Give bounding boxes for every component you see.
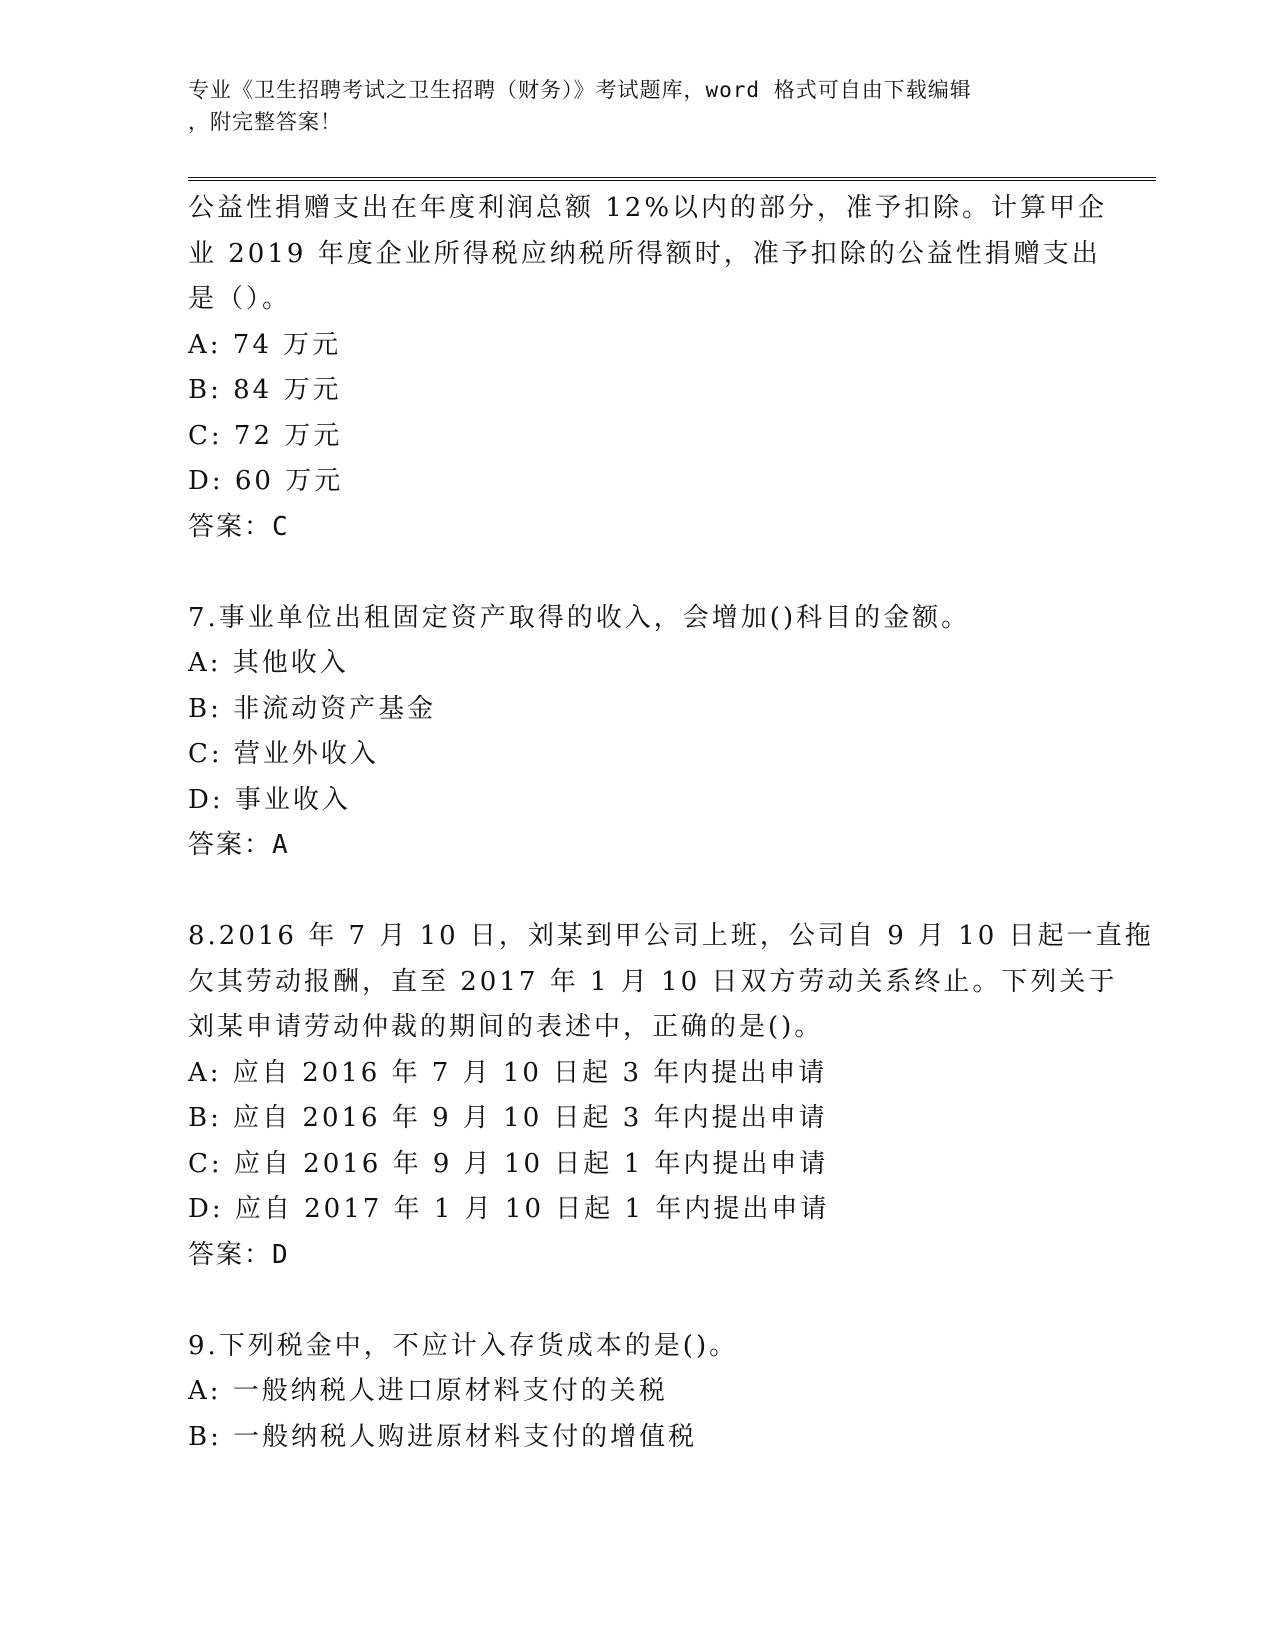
question-7 [188, 596, 1088, 869]
question-stem-line: 8.2016 年 7 月 10 日，刘某到甲公司上班，公司自 9 月 10 日起一直拖 [188, 921, 1154, 951]
spacer [188, 869, 1088, 915]
question-stem-line: 欠其劳动报酬，直至 2017 年 1 月 10 日双方劳动关系终止。下列关于 [188, 966, 1118, 997]
spacer [188, 1278, 1088, 1324]
question-stem-line: 是（）。 [188, 284, 292, 314]
answer-label: 答案：D [188, 1239, 290, 1270]
question-stem-line: 9.下列税金中，不应计入存货成本的是()。 [188, 1330, 739, 1361]
document-header [188, 74, 1088, 138]
header-line-1: 专业《卫生招聘考试之卫生招聘（财务）》考试题库，word 格式可自由下载编辑 [188, 78, 972, 102]
question-6 [188, 186, 1108, 550]
option-d: D: 60 万元 [188, 466, 344, 496]
answer-label: 答案：C [188, 511, 290, 542]
option-a: A: 74 万元 [188, 329, 342, 360]
question-stem-line: 业 2019 年度企业所得税应纳税所得额时，准予扣除的公益性捐赠支出 [188, 238, 1101, 269]
option-a: A: 应自 2016 年 7 月 10 日起 3 年内提出申请 [188, 1057, 828, 1088]
document-body [188, 186, 1154, 1460]
spacer [188, 550, 1088, 596]
question-8 [188, 914, 1154, 1278]
option-b: B: 非流动资产基金 [188, 693, 437, 724]
option-d: D: 事业收入 [188, 784, 351, 815]
question-stem-line: 刘某申请劳动仲裁的期间的表述中，正确的是()。 [188, 1012, 824, 1042]
option-a: A: 其他收入 [188, 648, 349, 678]
answer-label: 答案：A [188, 830, 290, 860]
header-line-2: ，附完整答案！ [188, 110, 342, 134]
question-9 [188, 1324, 1088, 1461]
option-b: B: 一般纳税人购进原材料支付的增值税 [188, 1421, 698, 1452]
option-c: C: 应自 2016 年 9 月 10 日起 1 年内提出申请 [188, 1148, 829, 1179]
question-stem-line: 公益性捐赠支出在年度利润总额 12%以内的部分，准予扣除。计算甲企 [188, 193, 1108, 223]
question-stem-line: 7.事业单位出租固定资产取得的收入，会增加()科目的金额。 [188, 602, 971, 633]
header-divider [188, 177, 1156, 181]
option-d: D: 应自 2017 年 1 月 10 日起 1 年内提出申请 [188, 1194, 830, 1224]
option-a: A: 一般纳税人进口原材料支付的关税 [188, 1376, 668, 1406]
option-c: C: 72 万元 [188, 420, 343, 451]
option-b: B: 应自 2016 年 9 月 10 日起 3 年内提出申请 [188, 1103, 828, 1133]
option-c: C: 营业外收入 [188, 739, 379, 769]
option-b: B: 84 万元 [188, 375, 342, 405]
